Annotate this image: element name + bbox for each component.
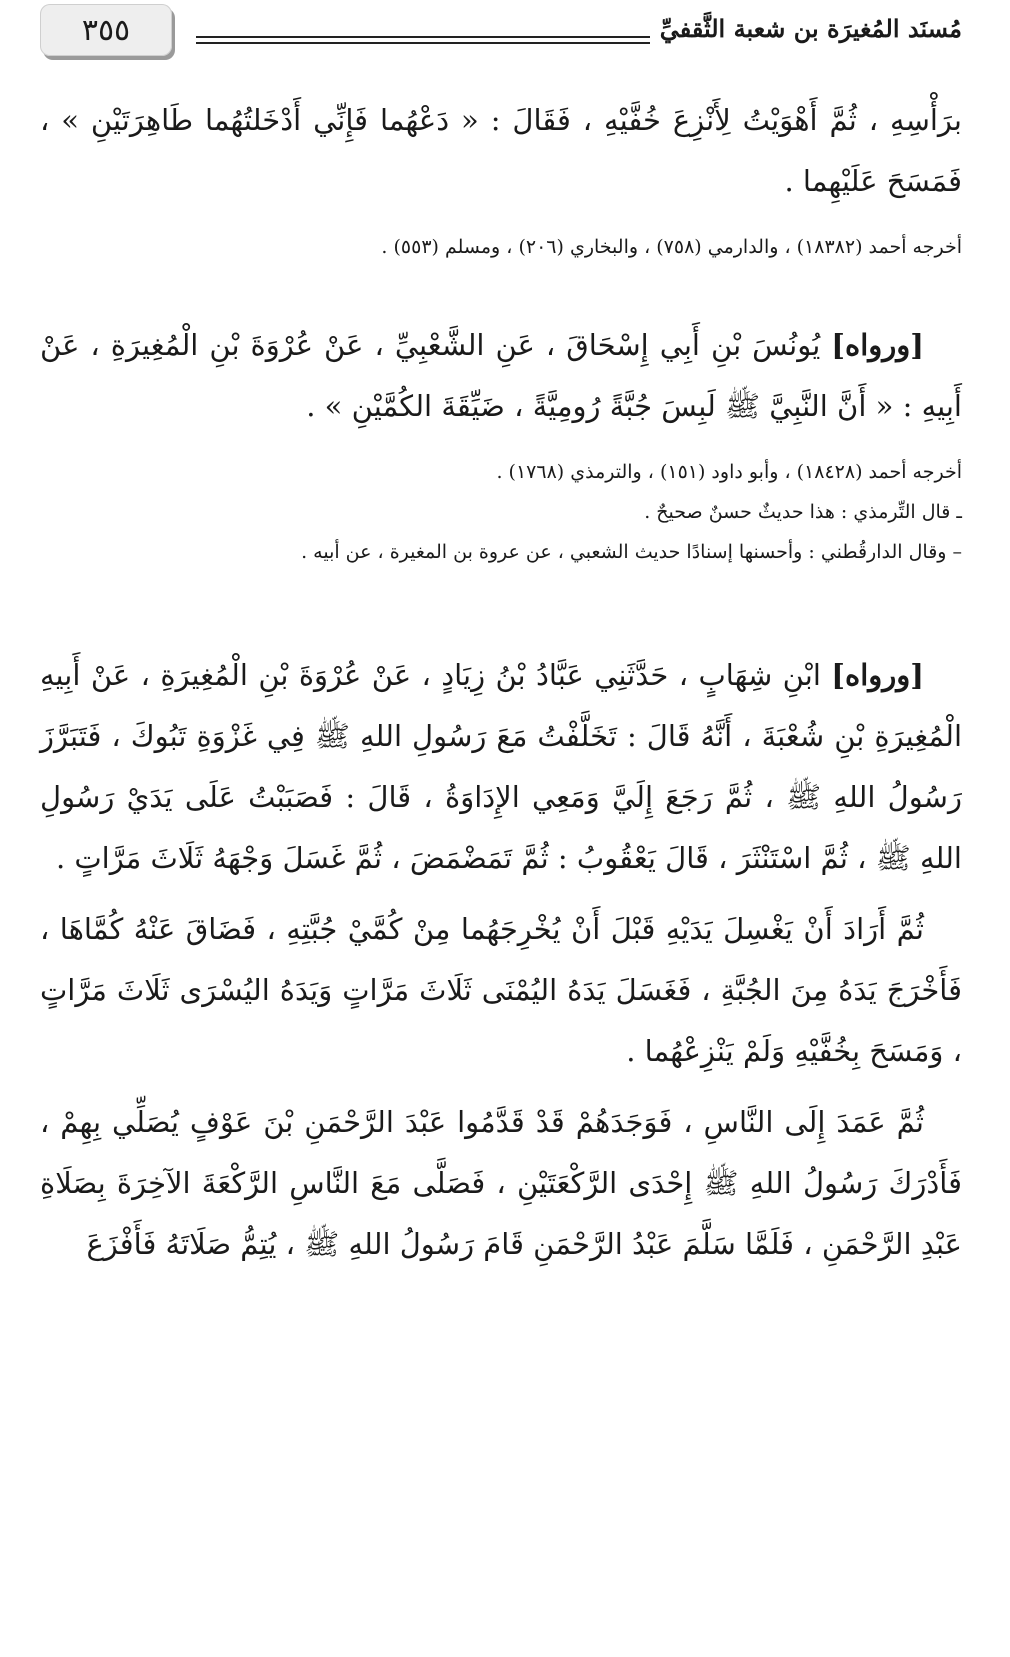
daraqutni-comment: – وقال الدارقُطني : وأحسنها إسنادًا حديث الشعبي ، عن عروة بن المغيرة ، عن أبيه . (301, 541, 962, 563)
narration-lead: [ورواه] (831, 328, 924, 362)
hadith-3-paragraph-1 (40, 645, 962, 889)
takhrij-text: أخرجه أحمد (١٨٣٨٢) ، والدارمي (٧٥٨) ، والبخاري (٢٠٦) ، ومسلم (٥٥٣) . (381, 236, 962, 258)
hadith-2-paragraph (40, 315, 962, 437)
header-rule (196, 42, 650, 44)
takhrij-text: أخرجه أحمد (١٨٤٢٨) ، وأبو داود (١٥١) ، والترمذي (١٧٦٨) . (496, 461, 962, 483)
hadith-3 (40, 645, 962, 1275)
page-number: ٣٥٥ (40, 4, 172, 56)
hadith-3-paragraph-2: ثُمَّ أَرَادَ أَنْ يَغْسِلَ يَدَيْهِ قَبْلَ أَنْ يُخْرِجَهُما مِنْ كُمَّيْ جُبَّتِهِ ، فَضَاقَ عَنْهُ كُمَّاهَا ، فَأَخْرَجَ يَدَهُ مِنَ الجُبَّةِ ، فَغَسَلَ يَدَهُ اليُمْنَى ثَلَاثَ مَرَّاتٍ وَيَدَهُ اليُسْرَى ثَلَاثَ مَرَّاتٍ ، وَمَسَحَ بِخُفَّيْهِ وَلَمْ يَنْزِعْهُما . (40, 912, 962, 1068)
hadith-2-text: يُونُسَ بْنِ أَبِي إِسْحَاقَ ، عَنِ الشَّعْبِيِّ ، عَنْ عُرْوَةَ بْنِ الْمُغِيرَةِ ، عَنْ أَبِيهِ : « أَنَّ النَّبِيَّ ﷺ لَبِسَ جُبَّةً رُومِيَّةً ، ضَيِّقَةَ الكُمَّيْنِ » . (40, 328, 962, 423)
hadith-1-takhrij (40, 230, 962, 264)
narration-lead: [ورواه] (831, 658, 924, 692)
hadith-3-text-1: ابْنِ شِهَابٍ ، حَدَّثَنِي عَبَّادُ بْنُ زِيَادٍ ، عَنْ عُرْوَةَ بْنِ الْمُغِيرَةِ ، عَنْ أَبِيهِ الْمُغِيرَةِ بْنِ شُعْبَةَ ، أَنَّهُ قَالَ : تَخَلَّفْتُ مَعَ رَسُولِ اللهِ ﷺ فِي غَزْوَةِ تَبُوكَ ، فَتَبَرَّزَ رَسُولُ اللهِ ﷺ ، ثُمَّ رَجَعَ إِلَيَّ وَمَعِي الإِدَاوَةُ ، قَالَ : فَصَبَبْتُ عَلَى يَدَيْ رَسُولِ اللهِ ﷺ ، ثُمَّ اسْتَنْثَرَ ، قَالَ يَعْقُوبُ : ثُمَّ تَمَضْمَضَ ، ثُمَّ غَسَلَ وَجْهَهُ ثَلَاثَ مَرَّاتٍ . (40, 658, 962, 875)
tirmidhi-grading: ـ قال التِّرمذي : هذا حديثٌ حسنٌ صحيحٌ . (644, 501, 962, 523)
hadith-3-paragraph-3: ثُمَّ عَمَدَ إِلَى النَّاسِ ، فَوَجَدَهُمْ قَدْ قَدَّمُوا عَبْدَ الرَّحْمَنِ بْنَ عَوْفٍ يُصَلِّي بِهِمْ ، فَأَدْرَكَ رَسُولُ اللهِ ﷺ إِحْدَى الرَّكْعَتَيْنِ ، فَصَلَّى مَعَ النَّاسِ الرَّكْعَةَ الآخِرَةَ بِصَلَاةِ عَبْدِ الرَّحْمَنِ ، فَلَمَّا سَلَّمَ عَبْدُ الرَّحْمَنِ قَامَ رَسُولُ اللهِ ﷺ ، يُتِمُّ صَلَاتَهُ فَأَفْزَعَ (40, 1105, 962, 1261)
hadith-2 (40, 315, 962, 437)
hadith-1-text: برَأْسِهِ ، ثُمَّ أَهْوَيْتُ لِأَنْزِعَ خُفَّيْهِ ، فَقَالَ : « دَعْهُما فَإِنِّي أَدْخَلتُهُما طَاهِرَتَيْنِ » ، فَمَسَحَ عَلَيْهِما . (40, 103, 962, 198)
hadith-2-notes (40, 455, 962, 569)
hadith-1 (40, 90, 962, 212)
running-title: مُسنَد المُغيرَة بن شعبة الثَّقفيِّ (659, 14, 962, 43)
header-rule (196, 36, 650, 38)
